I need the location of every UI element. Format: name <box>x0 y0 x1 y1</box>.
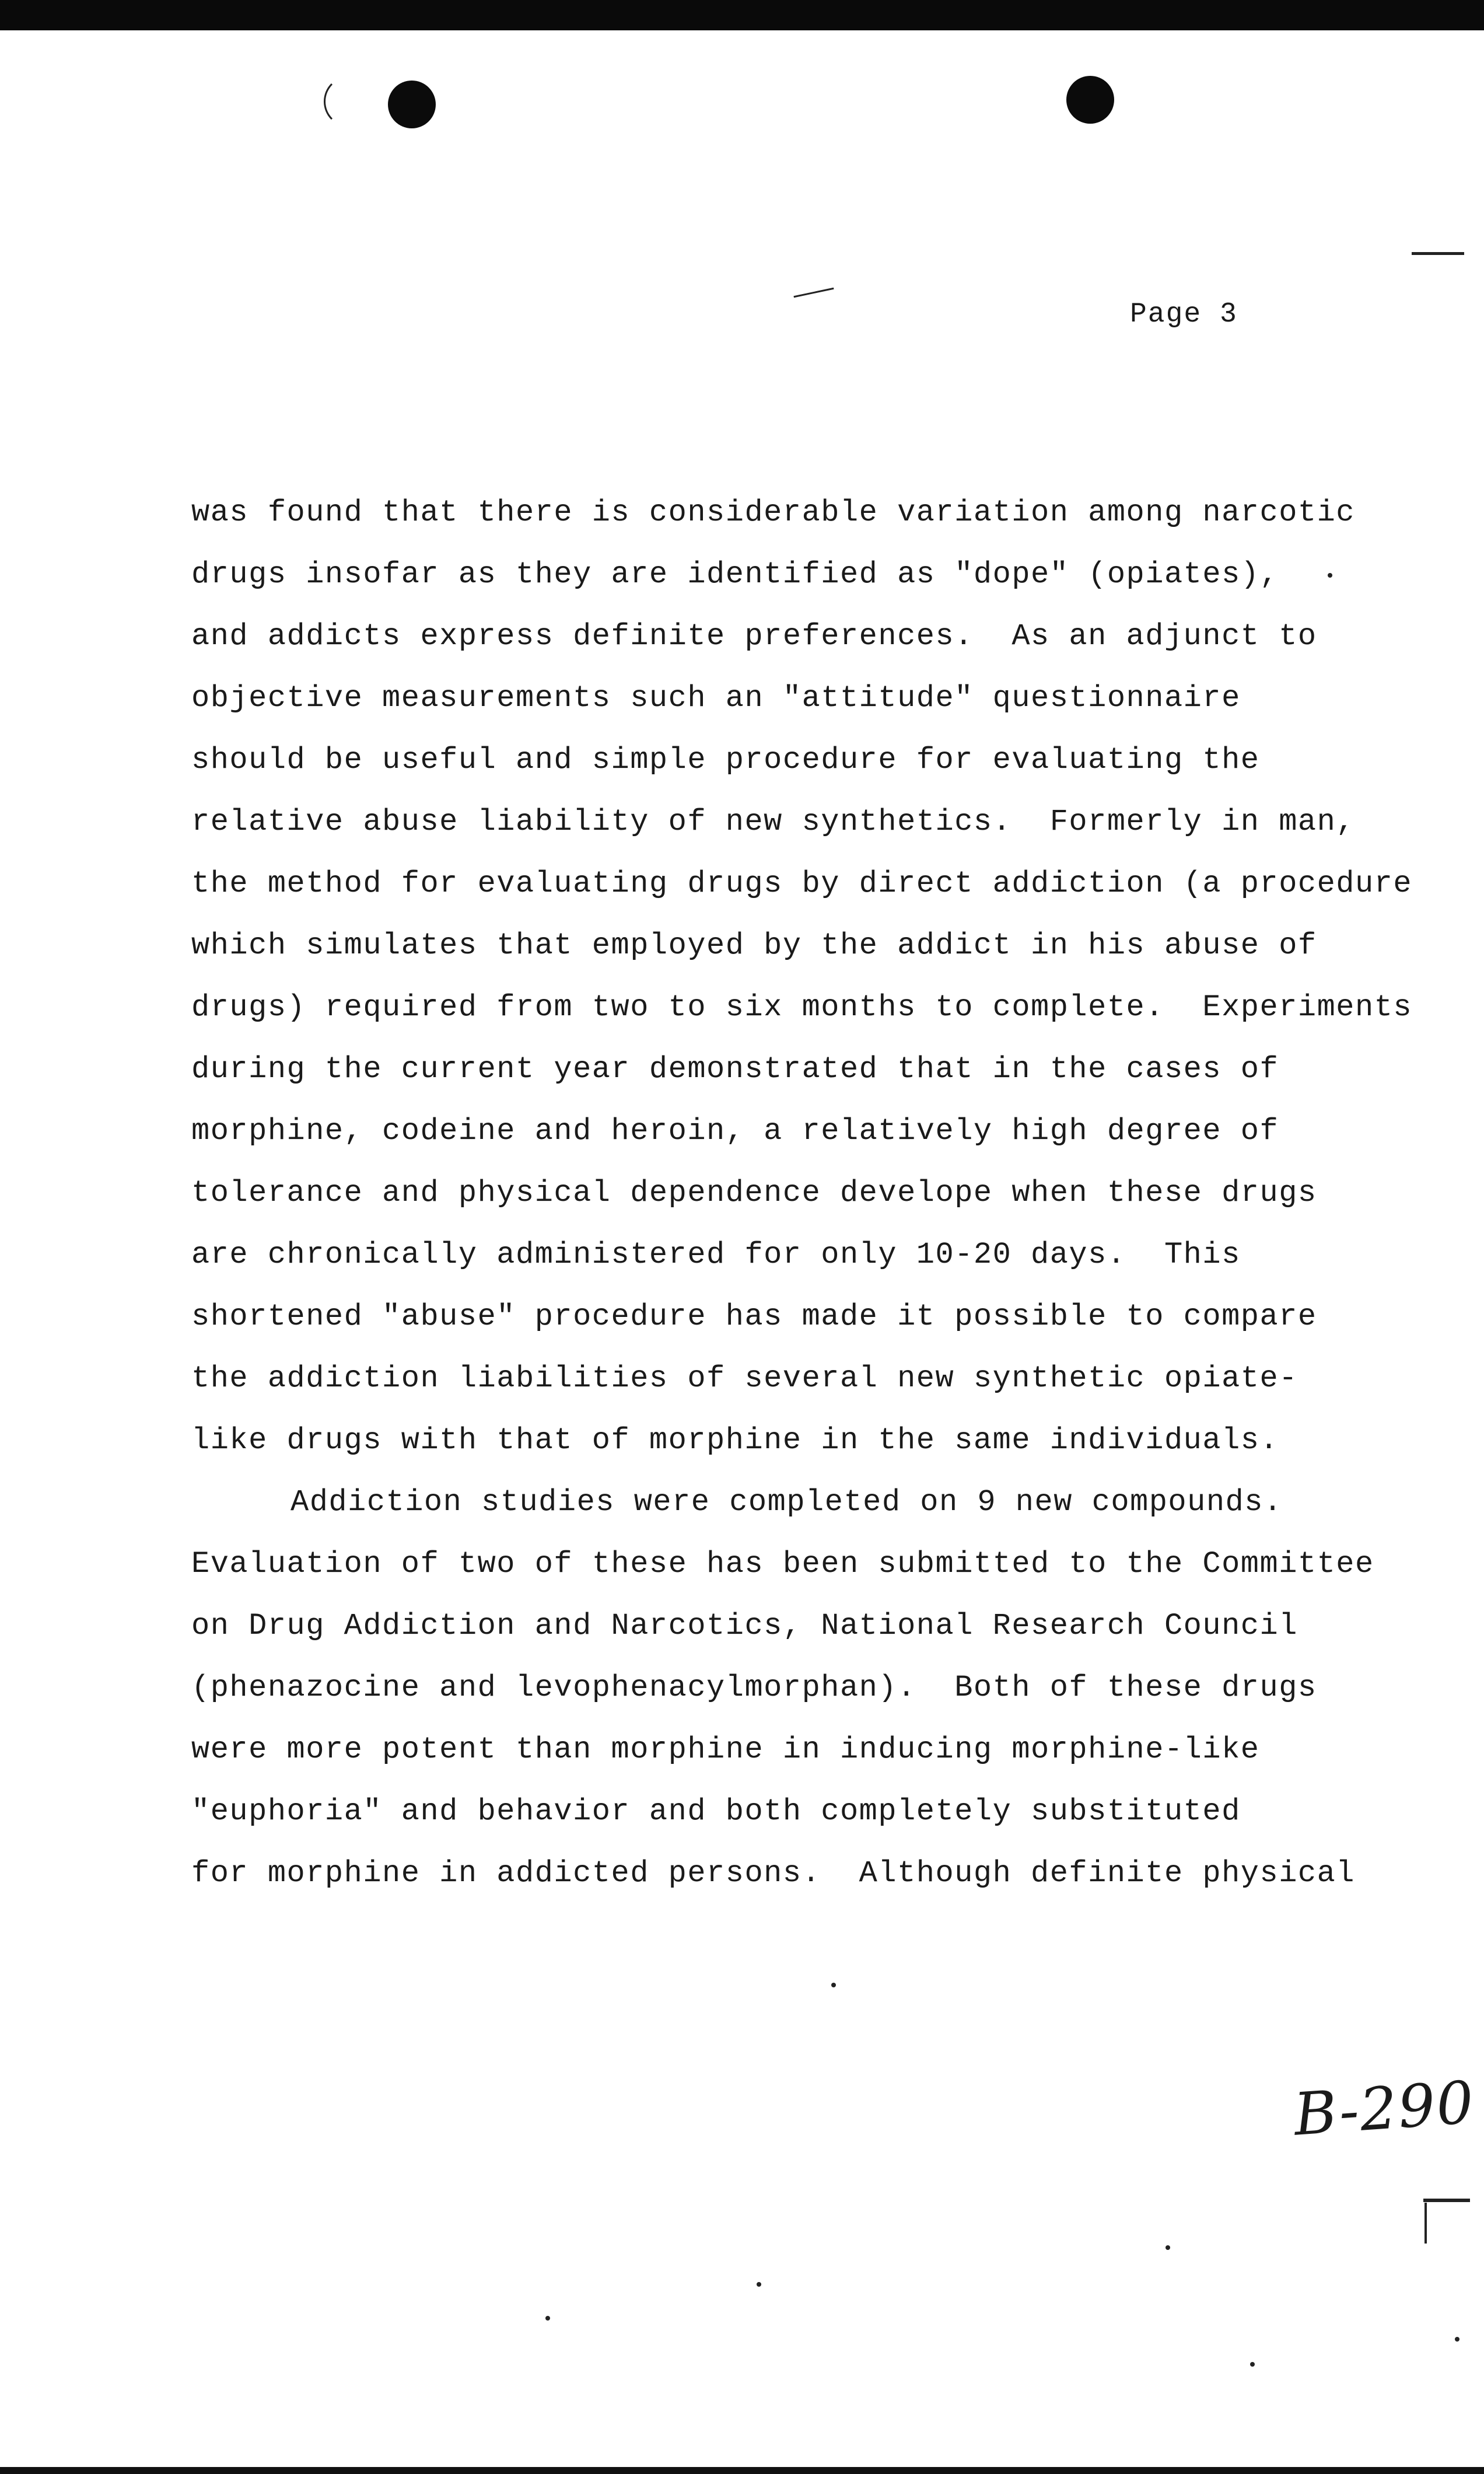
text-line: like drugs with that of morphine in the same individuals. <box>191 1423 1279 1458</box>
text-line: drugs insofar as they are identified as "dope" (opiates), <box>191 557 1279 592</box>
edge-mark <box>1412 252 1464 255</box>
text-line: tolerance and physical dependence develope when these drugs <box>191 1176 1317 1210</box>
text-line: relative abuse liability of new synthetics. Formerly in man, <box>191 805 1356 839</box>
scan-speck <box>831 1983 836 1987</box>
punch-hole-left <box>388 81 436 128</box>
text-line: Evaluation of two of these has been submitted to the Committee <box>191 1547 1374 1581</box>
scan-bottom-border <box>0 2467 1484 2474</box>
text-line: drugs) required from two to six months to complete. Experiments <box>191 990 1413 1025</box>
text-line: were more potent than morphine in inducing morphine-like <box>191 1732 1260 1767</box>
scan-speck <box>757 2282 761 2287</box>
text-line: morphine, codeine and heroin, a relatively high degree of <box>191 1114 1279 1148</box>
text-line: for morphine in addicted persons. Although definite physical <box>191 1856 1356 1891</box>
text-line: which simulates that employed by the addict in his abuse of <box>191 928 1317 963</box>
handwritten-stamp: B-290 <box>1292 2068 1477 2149</box>
scan-top-border <box>0 0 1484 30</box>
text-line: on Drug Addiction and Narcotics, National Research Council <box>191 1609 1298 1643</box>
punch-hole-right <box>1066 76 1114 124</box>
scan-speck <box>545 2316 550 2321</box>
text-line: the addiction liabilities of several new synthetic opiate- <box>191 1361 1298 1396</box>
text-line: during the current year demonstrated that in the cases of <box>191 1052 1279 1086</box>
edge-mark <box>1424 2203 1427 2244</box>
scan-streak <box>793 288 834 298</box>
document-body <box>191 482 1416 1905</box>
text-line: and addicts express definite preferences. As an adjunct to <box>191 619 1317 654</box>
page-number: Page 3 <box>1130 299 1238 330</box>
text-line: should be useful and simple procedure for evaluating the <box>191 743 1260 777</box>
punch-hole-ghost-left <box>324 76 375 127</box>
text-line: shortened "abuse" procedure has made it possible to compare <box>191 1299 1317 1334</box>
edge-mark <box>1423 2199 1470 2202</box>
text-line: (phenazocine and levophenacylmorphan). Both of these drugs <box>191 1671 1317 1705</box>
text-line: "euphoria" and behavior and both completely substituted <box>191 1794 1241 1829</box>
scan-speck <box>1250 2362 1255 2367</box>
scan-speck <box>1455 2337 1460 2342</box>
text-line: objective measurements such an "attitude" questionnaire <box>191 681 1241 715</box>
text-line: the method for evaluating drugs by direct addiction (a procedure <box>191 866 1413 901</box>
scan-speck <box>1166 2245 1170 2250</box>
text-line: are chronically administered for only 10-20 days. This <box>191 1238 1241 1272</box>
text-line: was found that there is considerable variation among narcotic <box>191 495 1356 530</box>
scan-speck <box>1328 573 1332 578</box>
paragraph-start-line: Addiction studies were completed on 9 new compounds. <box>290 1485 1283 1519</box>
